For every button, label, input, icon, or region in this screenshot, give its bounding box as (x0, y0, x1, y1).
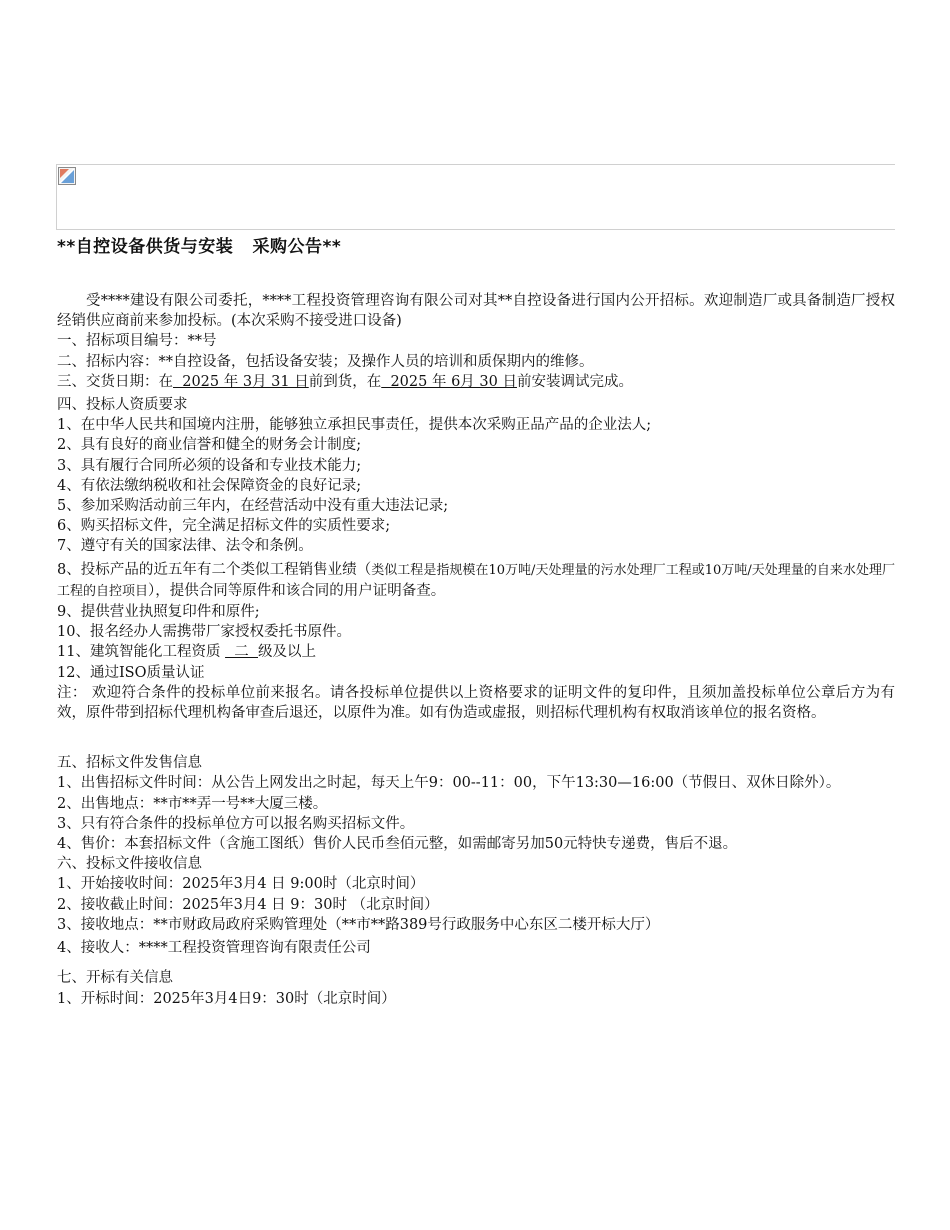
project-number: 一、招标项目编号：**号 (57, 333, 217, 350)
delivery-mid: 前到货，在 (308, 373, 382, 390)
delivery-prefix: 三、交货日期：在 (57, 373, 173, 390)
list-item: 4、接收人：****工程投资管理咨询有限责任公司 (57, 940, 371, 957)
list-item: 2、具有良好的商业信誉和健全的财务会计制度; (57, 437, 362, 454)
broken-image-icon (58, 167, 76, 185)
list-item: 2、接收截止时间：2025年3月4 日 9：30时 （北京时间） (57, 896, 439, 913)
list-item: 7、遵守有关的国家法律、法令和条例。 (57, 538, 313, 555)
list-item: 9、提供营业执照复印件和原件; (57, 604, 260, 621)
list-item: 3、接收地点：**市财政局政府采购管理处（**市**路389号行政服务中心东区二楼开标大厅） (57, 916, 660, 933)
document-body (57, 291, 895, 1009)
section-heading-sale: 五、招标文件发售信息 (57, 755, 202, 772)
list-item: 6、购买招标文件，完全满足招标文件的实质性要求; (57, 518, 391, 535)
list-item (57, 560, 895, 602)
install-date: 2025 年 6月 30 日 (381, 373, 517, 390)
list-item: 4、售价：本套招标文件（含施工图纸）售价人民币叁佰元整，如需邮寄另加50元特快专递费，售后不退。 (57, 836, 738, 853)
list-item: 2、出售地点：**市**弄一号**大厦三楼。 (57, 795, 328, 812)
section-heading-receipt: 六、投标文件接收信息 (57, 856, 202, 873)
item11-suffix: 级及以上 (258, 644, 316, 661)
list-item (57, 642, 895, 662)
section-heading-opening: 七、开标有关信息 (57, 970, 173, 987)
item8-suffix: ），提供合同等原件和该合同的用户证明备查。 (148, 582, 446, 599)
delivery-date (57, 372, 895, 392)
qualification-level: 二 (225, 644, 258, 661)
header-image-frame (56, 164, 895, 230)
list-item: 3、具有履行合同所必须的设备和专业技术能力; (57, 457, 362, 474)
list-item: 4、有依法缴纳税收和社会保障资金的良好记录; (57, 477, 362, 494)
note-paragraph: 注： 欢迎符合条件的投标单位前来报名。请各投标单位提供以上资格要求的证明文件的复印件，且须加盖投标单位公章后方为有效，原件带到招标代理机构备审查后退还，以原件为准。如有伪造或虚报，则招标代理机构有权取消该单位的报名资格。 (57, 684, 895, 722)
list-item: 12、通过ISO质量认证 (57, 664, 205, 681)
list-item: 3、只有符合条件的投标单位方可以报名购买招标文件。 (57, 815, 415, 832)
item8-prefix: 8、投标产品的近五年有二个类似工程销售业绩（ (57, 561, 372, 578)
list-item: 1、开始接收时间：2025年3月4 日 9:00时（北京时间） (57, 876, 425, 893)
arrival-date: 2025 年 3月 31 日 (173, 373, 309, 390)
list-item: 1、出售招标文件时间：从公告上网发出之时起，每天上午9：00--11：00，下午13:30—16:00（节假日、双休日除外）。 (57, 775, 841, 792)
list-item: 1、在中华人民共和国境内注册，能够独立承担民事责任，提供本次采购正品产品的企业法人; (57, 417, 652, 434)
delivery-suffix: 前安装调试完成。 (516, 373, 633, 390)
intro-paragraph: 受****建设有限公司委托，****工程投资管理咨询有限公司对其**自控设备进行国内公开招标。欢迎制造厂或具备制造厂授权经销供应商前来参加投标。(本次采购不接受进口设备) (57, 293, 895, 330)
item8-note: 类似工程是指规模在10万吨/天处理量的污水处理厂工程或10万吨/天处理量的自来水处理厂工程的自控项目 (57, 562, 895, 599)
section-heading-qualification: 四、投标人资质要求 (57, 397, 188, 414)
list-item: 1、开标时间：2025年3月4日9：30时（北京时间） (57, 990, 396, 1007)
list-item: 5、参加采购活动前三年内，在经营活动中没有重大违法记录; (57, 498, 449, 515)
list-item: 10、报名经办人需携带厂家授权委托书原件。 (57, 624, 351, 641)
page-title: **自控设备供货与安装 采购公告** (57, 237, 342, 257)
tender-content: 二、招标内容：**自控设备，包括设备安装；及操作人员的培训和质保期内的维修。 (57, 353, 594, 370)
item11-prefix: 11、建筑智能化工程资质 (57, 644, 226, 661)
